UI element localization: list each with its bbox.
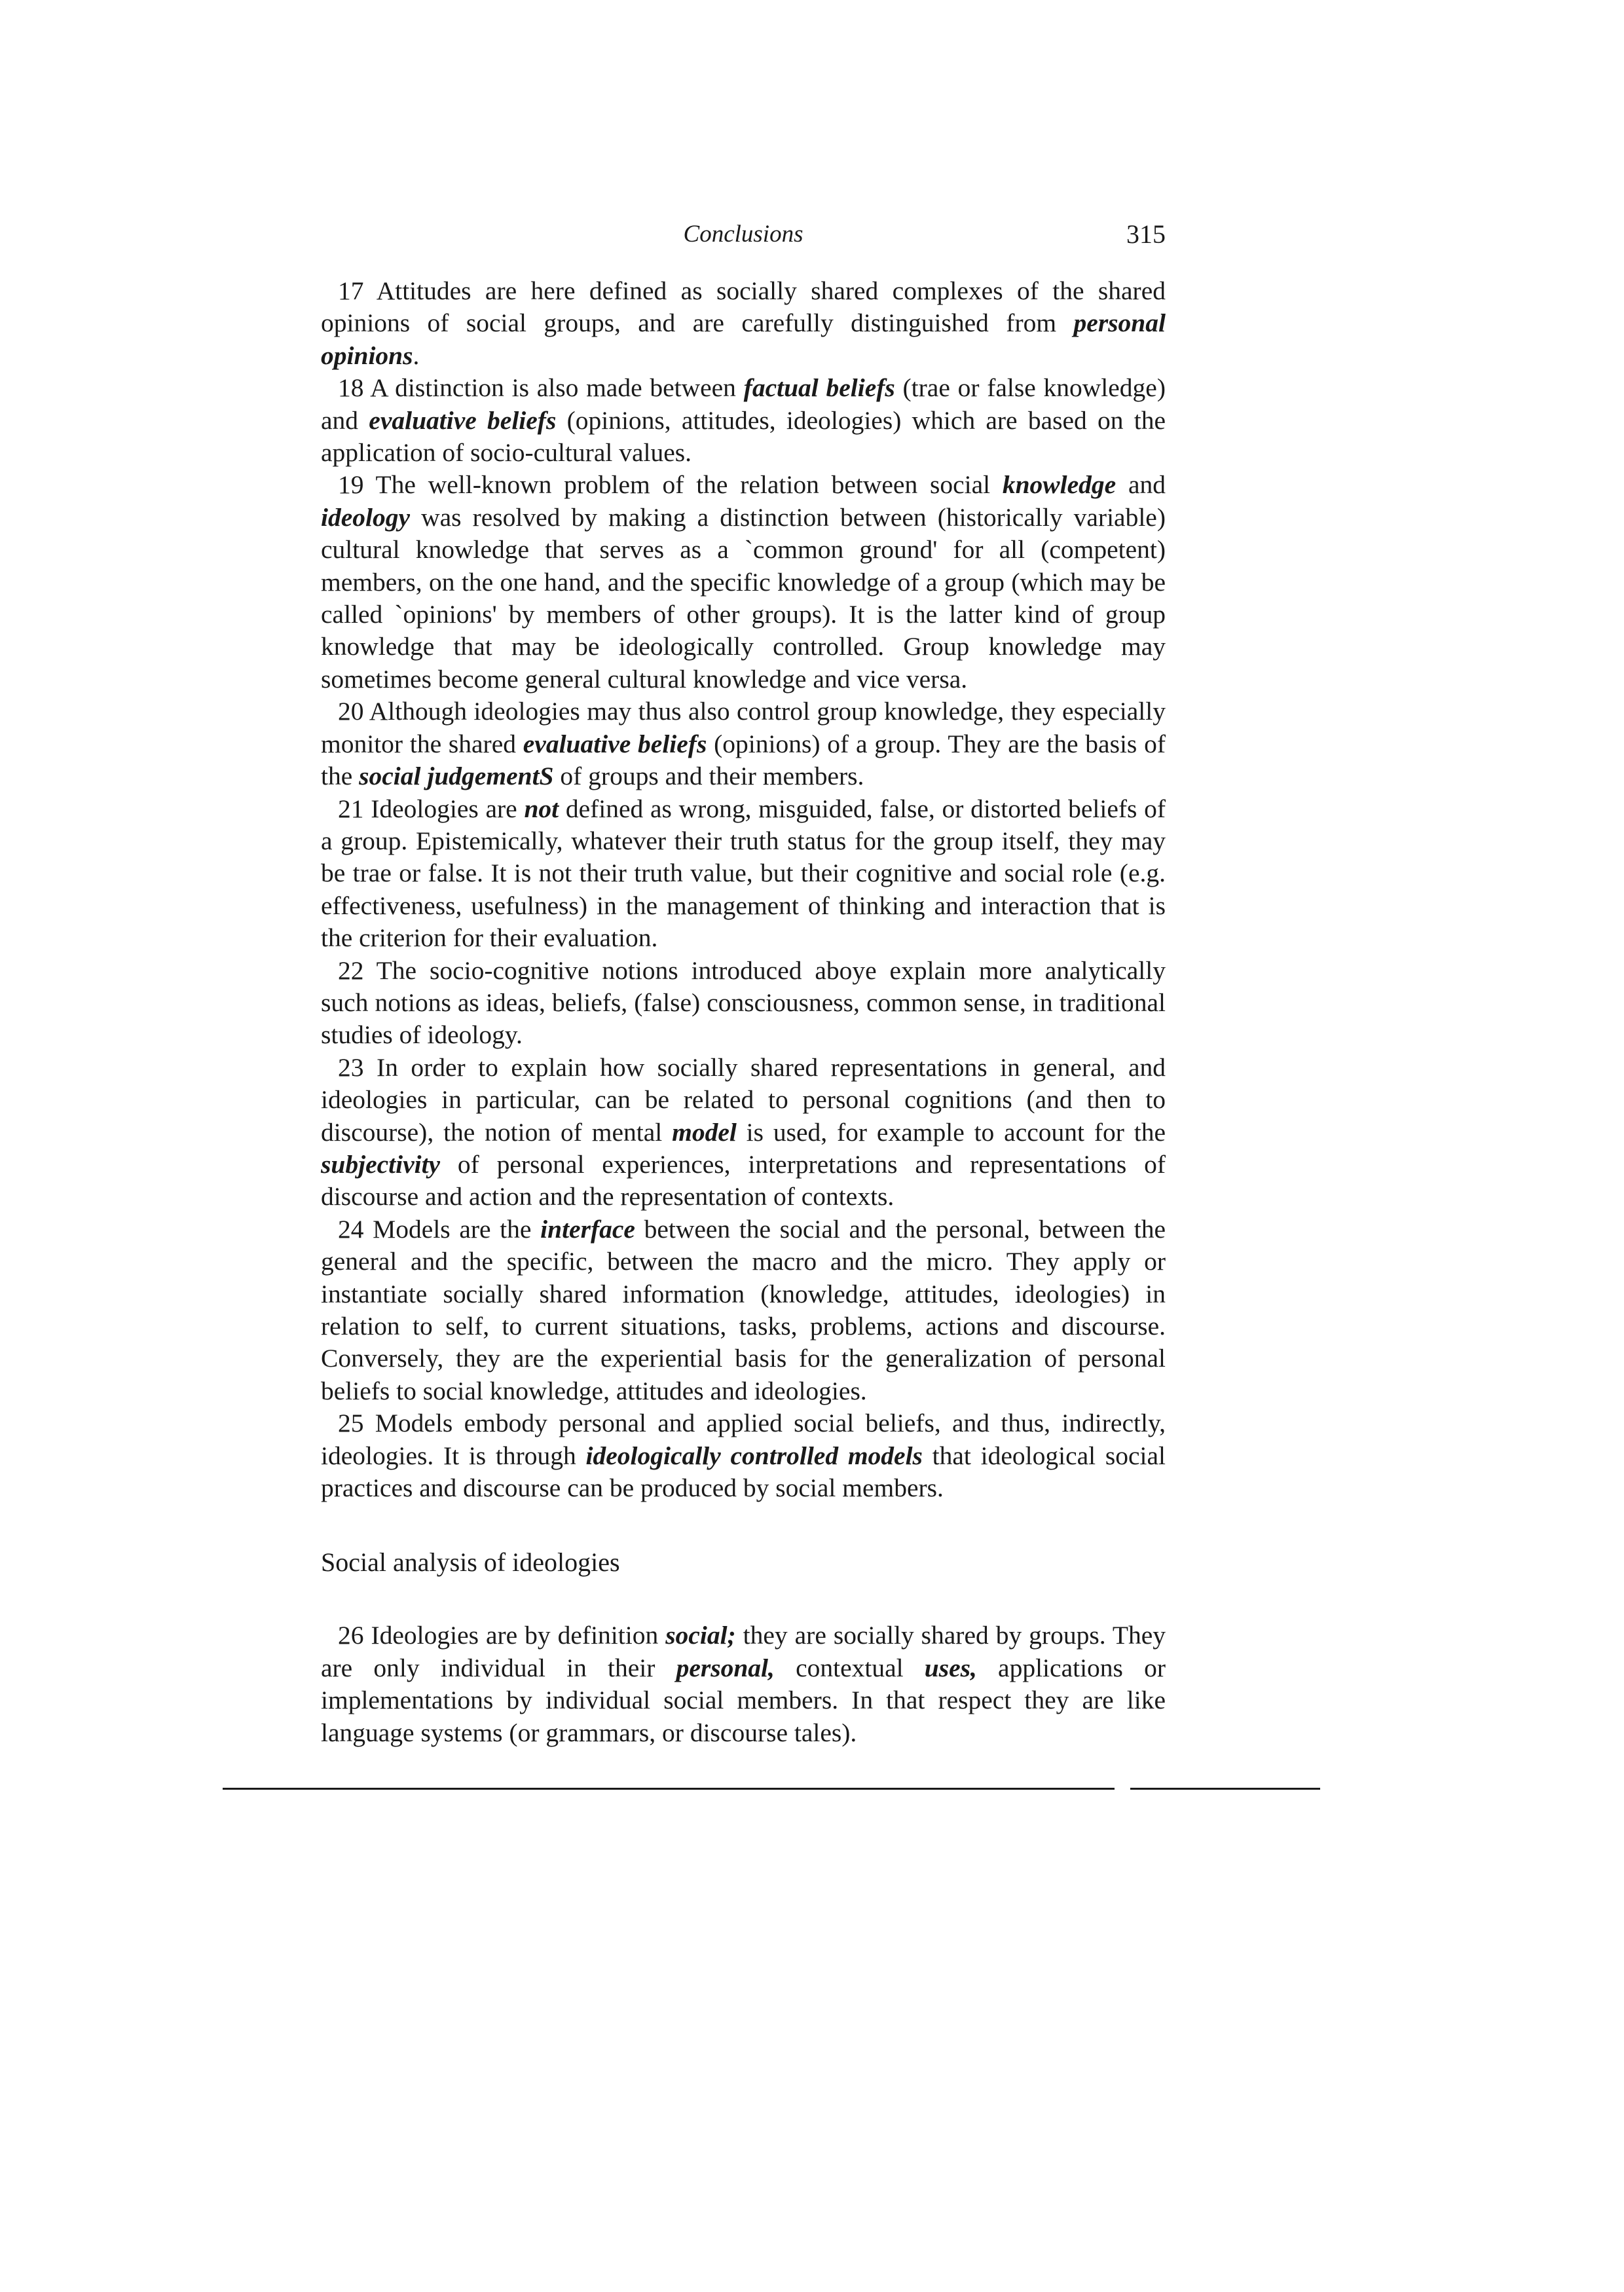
paragraph-18 xyxy=(321,372,1166,469)
emphasized-term: knowledge xyxy=(1002,470,1116,500)
paragraph-text: defined as wrong, misguided, false, or distorted beliefs of a group. Epistemically, whatever their truth status for the group itself, they may be trae or false. It is not their truth value, but their cognitive and social role (e.g. effectiveness, usefulness) in the management of thinking and interaction that is the criterion for their evaluation. xyxy=(321,794,1166,953)
emphasized-term: personal, xyxy=(676,1653,775,1682)
paragraph-text: . xyxy=(413,341,420,370)
emphasized-term: uses, xyxy=(924,1653,977,1682)
paragraph-list xyxy=(321,275,1166,1504)
emphasized-term: model xyxy=(672,1117,737,1147)
paragraph-number: 19 xyxy=(338,470,364,500)
paragraph-number: 25 xyxy=(338,1409,364,1438)
paragraph-number: 24 xyxy=(338,1214,364,1244)
paragraph-25 xyxy=(321,1407,1166,1504)
paragraph-text: Although ideologies may thus also control group knowledge, they especially monitor the shared xyxy=(321,697,1166,758)
paragraph-number: 22 xyxy=(338,955,364,985)
paragraph-text: is used, for example to account for the xyxy=(736,1117,1166,1147)
paragraph-text: they are socially shared by groups. They are only individual in their xyxy=(321,1621,1166,1682)
paragraph-17 xyxy=(321,275,1166,372)
paragraph-text: Models are the xyxy=(373,1214,541,1244)
emphasized-term: personal opinions xyxy=(321,308,1166,370)
emphasized-term: subjectivity xyxy=(321,1149,441,1179)
paragraph-text: Models embody personal and applied social beliefs, and thus, indirectly, ideologies. It is through xyxy=(321,1409,1166,1470)
emphasized-term: evaluative beliefs xyxy=(369,405,557,435)
running-head xyxy=(321,215,1166,254)
paragraph-23 xyxy=(321,1052,1166,1213)
paragraph-number: 17 xyxy=(338,276,364,305)
paragraph-text: Attitudes are here defined as socially shared complexes of the shared opinions of social groups, and are carefully distinguished from xyxy=(321,276,1166,338)
emphasized-term: ideologically controlled models xyxy=(585,1441,923,1470)
emphasized-term: interface xyxy=(540,1214,635,1244)
paragraph-number: 23 xyxy=(338,1052,364,1082)
paragraph-number: 18 xyxy=(338,373,364,403)
paragraph-text: Ideologies are by definition xyxy=(371,1621,666,1650)
paragraph-number: 26 xyxy=(338,1621,364,1650)
emphasized-term: not xyxy=(524,794,559,823)
page-number: 315 xyxy=(1126,219,1166,249)
paragraph-text: applications or implementations by individual social members. In that respect they are like language systems (or grammars, or discourse tales). xyxy=(321,1653,1166,1747)
paragraph-text: The well-known problem of the relation between social xyxy=(375,470,1003,500)
paragraph-text: A distinction is also made between xyxy=(370,373,744,403)
emphasized-term: social; xyxy=(665,1621,736,1650)
footer-rule-long xyxy=(223,1788,1115,1790)
paragraph-21 xyxy=(321,793,1166,955)
paragraph-26 xyxy=(321,1619,1166,1749)
paragraph-text: between the social and the personal, between the general and the specific, between the macro and the micro. They apply or instantiate socially shared information (knowledge, attitudes, ideologies) in relation to self, to current situations, tasks, problems, actions and discourse. Conversely, they are the experiential basis for the generalization of personal beliefs to social knowledge, attitudes and ideologies. xyxy=(321,1214,1166,1405)
running-title: Conclusions xyxy=(683,221,803,248)
section-heading: Social analysis of ideologies xyxy=(321,1547,620,1578)
paragraph-text: of groups and their members. xyxy=(553,762,864,791)
paragraph-text: (trae or false knowledge) and xyxy=(321,373,1166,435)
emphasized-term: evaluative beliefs xyxy=(523,729,707,758)
paragraph-number: 21 xyxy=(338,794,364,823)
section-paragraph-list xyxy=(321,1619,1166,1749)
paragraph-text: that ideological social practices and discourse can be produced by social members. xyxy=(321,1441,1166,1503)
paragraph-text: The socio-cognitive notions introduced aboye explain more analytically such notions as ideas, beliefs, (false) consciousness, common sense, in traditional studies of ideology. xyxy=(321,955,1166,1050)
paragraph-text: Ideologies are xyxy=(371,794,525,823)
emphasized-term: factual beliefs xyxy=(743,373,895,403)
paragraph-24 xyxy=(321,1213,1166,1407)
paragraph-text: (opinions) of a group. They are the basis of the xyxy=(321,729,1166,791)
paragraph-number: 20 xyxy=(338,697,364,726)
paragraph-text: In order to explain how socially shared representations in general, and ideologies in particular, can be related to personal cognitions (and then to discourse), the notion of mental xyxy=(321,1052,1166,1147)
paragraph-text: and xyxy=(1116,470,1166,500)
emphasized-term: social judgementS xyxy=(359,762,554,791)
body-text xyxy=(321,275,1166,1749)
paragraph-text: contextual xyxy=(774,1653,925,1682)
paragraph-text: (opinions, attitudes, ideologies) which are based on the application of socio-cultural values. xyxy=(321,405,1166,468)
paragraph-20 xyxy=(321,695,1166,792)
emphasized-term: ideology xyxy=(321,502,411,532)
paragraph-text: of personal experiences, interpretations and representations of discourse and action and the representation of contexts. xyxy=(321,1149,1166,1211)
paragraph-19 xyxy=(321,469,1166,695)
footer-rule-short xyxy=(1130,1788,1320,1790)
paragraph-22 xyxy=(321,955,1166,1052)
paragraph-text: was resolved by making a distinction between (historically variable) cultural knowledge that serves as a `common ground' for all (competent) members, on the one hand, and the specific knowledge of a group (which may be called `opinions' by members of other groups). It is the latter kind of group knowledge that may be ideologically controlled. Group knowledge may sometimes become general cultural knowledge and vice versa. xyxy=(321,502,1166,693)
